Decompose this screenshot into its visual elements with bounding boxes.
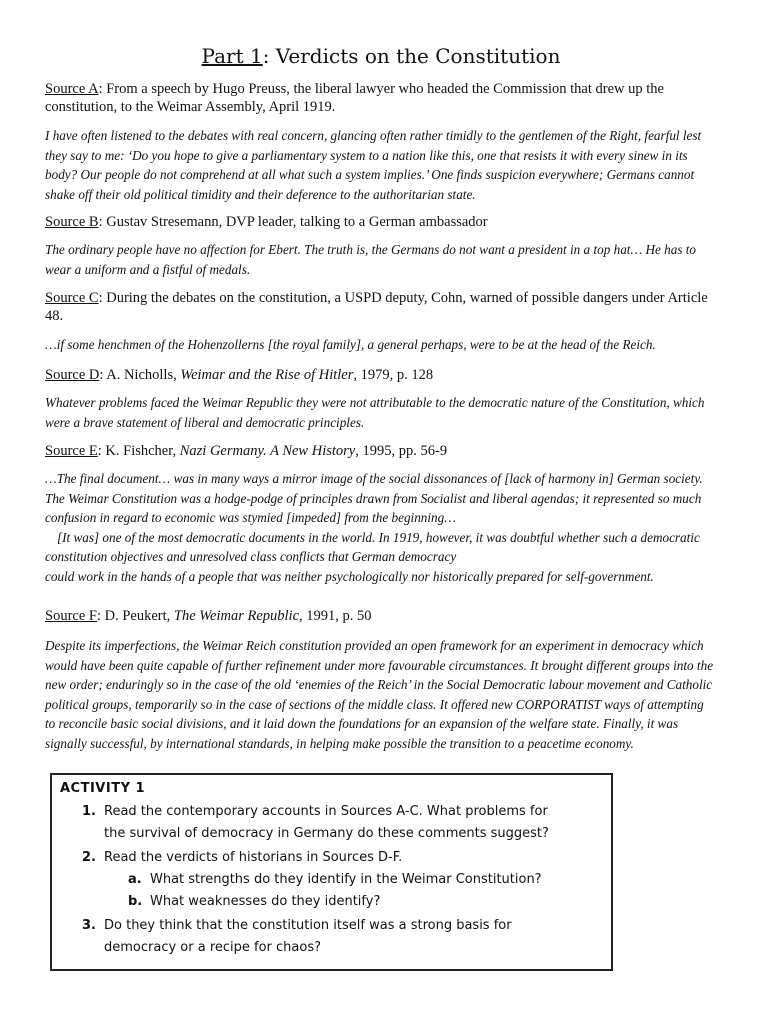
activity-item-2b-line1: What weaknesses do they identify?: [150, 894, 381, 909]
source-d-intro-b: , 1979, p. 128: [353, 367, 434, 383]
source-e-intro-b: , 1995, pp. 56-9: [355, 443, 448, 459]
activity-item-2: [82, 847, 402, 869]
title-part: Part 1: [201, 44, 263, 68]
source-a-label: Source A: [45, 81, 99, 97]
source-f-quote: Despite its imperfections, the Weimar Reich constitution provided an open framework for an experiment in democracy which would have been quite capable of further refinement under more favourable circumstances. It brought different groups into the new order; enduringly so in the case of the old ‘enemies of the Reich’ in the Social Democratic labour movement and Catholic political groups, temporarily so in the case of sections of the middle class. It offered new CORPORATIST ways of attempting to reconcile basic social divisions, and it laid down the foundations for an expansion of the welfare state. Finally, it was signally successful, by international standards, in helping make possible the transition to a peacetime economy.: [45, 638, 714, 751]
source-e-quote-2: [It was] one of the most democratic documents in the world. In 1919, however, it was doubtful whether such a democratic constitution objectives and unresolved class conflicts that German democracy: [45, 529, 700, 564]
source-f-heading: [45, 607, 717, 625]
activity-title: ACTIVITY 1: [60, 781, 146, 796]
source-d-label: Source D: [45, 367, 100, 383]
source-d: [45, 366, 717, 432]
activity-item-1: [82, 801, 548, 823]
source-a-intro: : From a speech by Hugo Preuss, the liberal lawyer who headed the Commission that drew up the constitution, to the Weimar Assembly, April 1919.: [45, 81, 664, 115]
activity-item-1-num: 1.: [82, 804, 96, 819]
source-c-intro: : During the debates on the constitution, a USPD deputy, Cohn, warned of possible dangers under Article 48.: [45, 290, 708, 324]
activity-box: [50, 773, 613, 971]
source-a: [45, 80, 717, 204]
activity-item-2-num: 2.: [82, 850, 96, 865]
activity-item-2a-line1: What strengths do they identify in the Weimar Constitution?: [150, 872, 542, 887]
source-b-heading: [45, 213, 717, 231]
activity-item-1-line2: the survival of democracy in Germany do these comments suggest?: [104, 826, 549, 841]
source-e-heading: [45, 442, 717, 460]
source-e-quote-3: could work in the hands of a people that was neither psychologically nor historically prepared for self-government.: [45, 568, 654, 584]
source-c: [45, 289, 717, 355]
source-e: [45, 442, 717, 586]
activity-item-3: [82, 915, 512, 937]
activity-item-3-line1: Do they think that the constitution itself was a strong basis for: [104, 918, 512, 933]
source-f-intro-b: , 1991, p. 50: [299, 608, 372, 624]
source-c-quote: …if some henchmen of the Hohenzollerns [the royal family], a general perhaps, were to be at the head of the Reich.: [45, 337, 656, 352]
source-a-quote: I have often listened to the debates with real concern, glancing often rather timidly to the gentlemen of the Right, fearful lest they say to me: ‘Do you hope to give a parliamentary system to a nation like this, one that resists it with every sinew in its body? Our people do not comprehend at all what such a system implies.’ One finds suspicion everywhere; Germans cannot shake off their old political timidity and their deference to the authoritarian state.: [45, 128, 702, 202]
activity-item-2b: [128, 891, 380, 913]
source-e-work: Nazi Germany. A New History: [179, 443, 356, 459]
page-title: [45, 44, 717, 68]
source-d-intro-a: : A. Nicholls,: [99, 367, 181, 383]
activity-item-1-line1: Read the contemporary accounts in Sources A-C. What problems for: [104, 804, 548, 819]
source-b-quote: The ordinary people have no affection for Ebert. The truth is, the Germans do not want a president in a top hat… He has to wear a uniform and a fistful of medals.: [45, 242, 697, 277]
source-f-work: The Weimar Republic: [173, 608, 300, 624]
source-b-intro: : Gustav Stresemann, DVP leader, talking to a German ambassador: [98, 214, 488, 230]
activity-item-2a: [128, 869, 542, 891]
source-a-heading: [45, 80, 717, 116]
activity-item-2b-num: b.: [128, 894, 143, 909]
source-c-label: Source C: [45, 290, 99, 306]
source-b-label: Source B: [45, 214, 99, 230]
activity-item-3-cont: [104, 937, 321, 959]
document-page: [45, 0, 717, 751]
activity-item-2a-num: a.: [128, 872, 142, 887]
source-e-label: Source E: [45, 443, 98, 459]
source-d-quote: Whatever problems faced the Weimar Republic they were not attributable to the democratic nature of the Constitution, which were a brave statement of liberal and democratic principles.: [45, 395, 705, 430]
activity-item-3-line2: democracy or a recipe for chaos?: [104, 940, 322, 955]
source-b: [45, 213, 717, 279]
source-c-heading: [45, 289, 717, 325]
title-rest: : Verdicts on the Constitution: [262, 44, 561, 68]
activity-item-2-line1: Read the verdicts of historians in Sources D-F.: [104, 850, 403, 865]
source-f-intro-a: : D. Peukert,: [96, 608, 174, 624]
source-e-intro-a: : K. Fishcher,: [97, 443, 180, 459]
source-d-heading: [45, 366, 717, 384]
source-f: [45, 607, 717, 753]
activity-item-3-num: 3.: [82, 918, 96, 933]
activity-item-1-cont: [104, 823, 549, 845]
source-f-label: Source F: [45, 608, 97, 624]
source-e-quote-1: …The final document… was in many ways a mirror image of the social dissonances of [lack of harmony in] German society. The Weimar Constitution was a hodge-podge of principles drawn from Socialist and liberal agendas; it represented so much confusion in regard to economic was stymied [impeded] from the beginning…: [45, 471, 703, 525]
source-d-work: Weimar and the Rise of Hitler: [180, 367, 354, 383]
